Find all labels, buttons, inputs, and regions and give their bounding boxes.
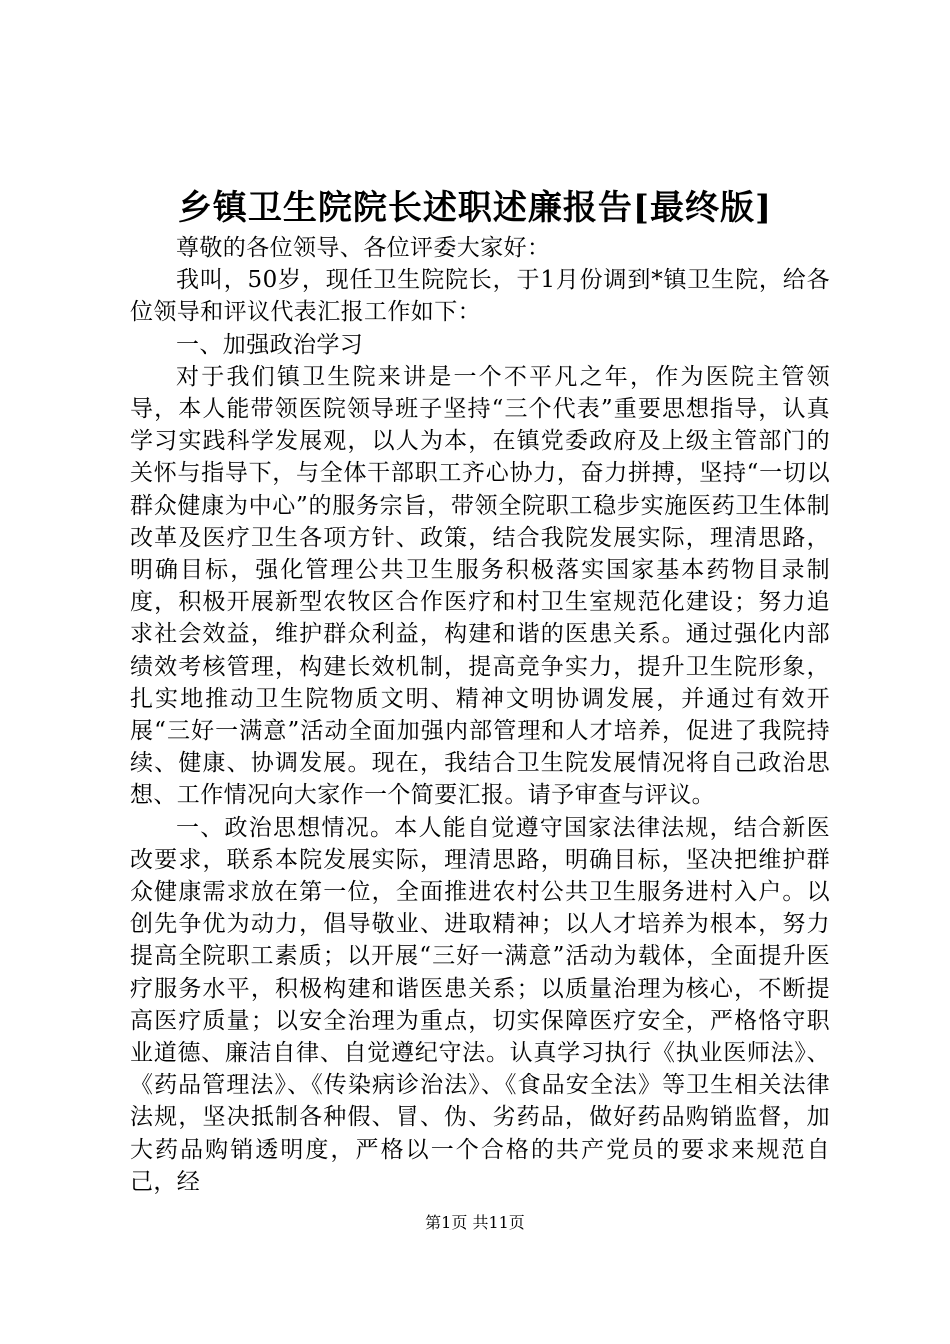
document-title: 乡镇卫生院院长述职述廉报告[最终版]	[177, 188, 773, 228]
paragraph-introduction: 我叫，50岁，现任卫生院院长，于1月份调到*镇卫生院，给各位领导和评议代表汇报工作如下：	[130, 267, 830, 326]
paragraph-greeting: 尊敬的各位领导、各位评委大家好：	[176, 235, 551, 261]
paragraph-overview: 对于我们镇卫生院来讲是一个不平凡之年，作为医院主管领导，本人能带领医院领导班子坚持“三个代表”重要思想指导，认真学习实践科学发展观，以人为本，在镇党委政府及上级主管部门的关怀与指导下，与全体干部职工齐心协力，奋力拼搏，坚持“一切以群众健康为中心”的服务宗旨，带领全院职工稳步实施医药卫生体制改革及医疗卫生各项方针、政策，结合我院发展实际，理清思路，明确目标，强化管理公共卫生服务积极落实国家基本药物目录制度，积极开展新型农牧区合作医疗和村卫生室规范化建设；努力追求社会效益，维护群众利益，构建和谐的医患关系。通过强化内部绩效考核管理，构建长效机制，提高竞争实力，提升卫生院形象，扎实地推动卫生院物质文明、精神文明协调发展，并通过有效开展“三好一满意”活动全面加强内部管理和人才培养，促进了我院持续、健康、协调发展。现在，我结合卫生院发展情况将自己政治思想、工作情况向大家作一个简要汇报。请予审查与评议。	[130, 363, 830, 809]
paragraph-political-thought: 一、政治思想情况。本人能自觉遵守国家法律法规，结合新医改要求，联系本院发展实际，理清思路，明确目标，坚决把维护群众健康需求放在第一位，全面推进农村公共卫生服务进村入户。以创先争优为动力，倡导敬业、进取精神；以人才培养为根本，努力提高全院职工素质；以开展“三好一满意”活动为载体，全面提升医疗服务水平，积极构建和谐医患关系；以质量治理为核心，不断提高医疗质量；以安全治理为重点，切实保障医疗安全，严格恪守职业道德、廉洁自律、自觉遵纪守法。认真学习执行《执业医师法》、《药品管理法》、《传染病诊治法》、《食品安全法》等卫生相关法律法规，坚决抵制各种假、冒、伪、劣药品，做好药品购销监督，加大药品购销透明度，严格以一个合格的共产党员的要求来规范自己，经	[130, 814, 830, 1195]
document-body	[130, 232, 830, 1198]
page-footer: 第1页 共11页	[425, 1213, 525, 1232]
section-heading-political-study: 一、加强政治学习	[176, 331, 364, 358]
